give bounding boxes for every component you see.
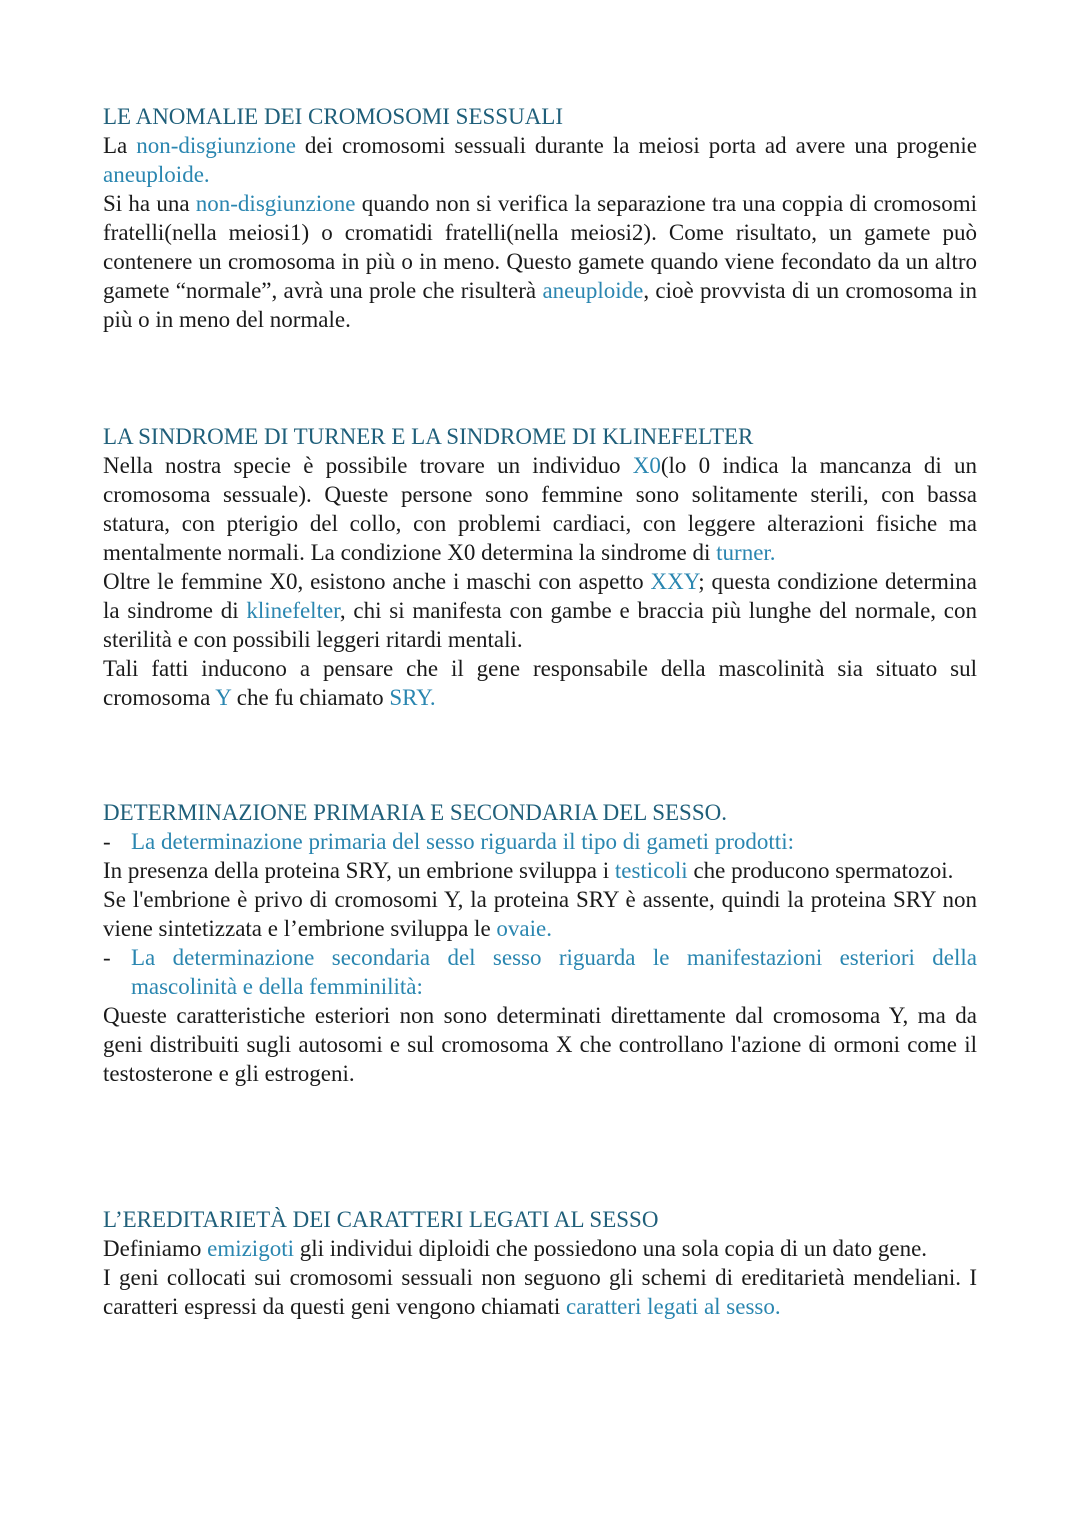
text-run: I geni collocati sui cromosomi sessuali non seguono gli schemi di ereditarietà mendeliani. I caratteri espressi da questi geni vengono chiamati xyxy=(103,1265,977,1319)
highlight-term: non-disgiunzione xyxy=(136,133,296,158)
text-run: , chi si manifesta con gambe e braccia più lunghe del normale, con sterilità e con possibili leggeri ritardi mentali. xyxy=(103,598,977,652)
text-run: , cioè provvista di un cromosoma in più o in meno del normale. xyxy=(103,278,977,332)
paragraph xyxy=(103,1234,977,1263)
paragraph xyxy=(103,654,977,712)
paragraph xyxy=(103,567,977,654)
section-sex-determination xyxy=(103,798,977,1088)
highlight-term: emizigoti xyxy=(207,1236,294,1261)
highlight-term: XXY xyxy=(650,569,699,594)
highlight-term: testicoli xyxy=(614,858,688,883)
text-run: (lo 0 indica la mancanza di un cromosoma sessuale). Queste persone sono femmine sono solitamente sterili, con bassa statura, con pterigio del collo, con problemi cardiaci, con leggere alterazioni fisiche ma mentalmente normali. La condizione X0 determina la sindrome di xyxy=(103,453,977,565)
paragraph xyxy=(103,189,977,334)
bullet-dash: - xyxy=(103,945,111,970)
highlight-term: turner. xyxy=(716,540,776,565)
section-sex-linked-inheritance xyxy=(103,1205,977,1321)
paragraph xyxy=(103,1263,977,1321)
bullet-dash: - xyxy=(103,829,111,854)
section-heading: DETERMINAZIONE PRIMARIA E SECONDARIA DEL SESSO. xyxy=(103,800,727,825)
text-run: gli individui diploidi che possiedono una sola copia di un dato gene. xyxy=(293,1236,928,1261)
highlight-term: X0 xyxy=(632,453,661,478)
highlight-term: caratteri legati al sesso. xyxy=(566,1294,781,1319)
text-run: Oltre le femmine X0, esistono anche i maschi con aspetto xyxy=(103,569,651,594)
section-heading: LA SINDROME DI TURNER E LA SINDROME DI KLINEFELTER xyxy=(103,424,754,449)
highlight-term: klinefelter xyxy=(246,598,340,623)
section-turner-klinefelter xyxy=(103,422,977,712)
text-run: Definiamo xyxy=(103,1236,208,1261)
text-run: dei cromosomi sessuali durante la meiosi porta ad avere una progenie xyxy=(295,133,977,158)
bullet-item xyxy=(103,827,977,856)
text-run: In presenza della proteina SRY, un embrione sviluppa i xyxy=(103,858,615,883)
text-run: Nella nostra specie è possibile trovare un individuo xyxy=(103,453,633,478)
bullet-item xyxy=(103,943,977,1001)
section-heading: LE ANOMALIE DEI CROMOSOMI SESSUALI xyxy=(103,104,564,129)
text-run: che fu chiamato xyxy=(230,685,390,710)
highlight-term: non-disgiunzione xyxy=(195,191,356,216)
text-run: che producono spermatozoi. xyxy=(687,858,954,883)
section-sex-chromosome-anomalies xyxy=(103,102,977,334)
text-run: La xyxy=(103,133,137,158)
paragraph xyxy=(103,856,977,885)
paragraph xyxy=(103,131,977,189)
paragraph xyxy=(103,451,977,567)
highlight-term: SRY. xyxy=(389,685,436,710)
text-run: quando non si verifica la separazione tra una coppia di cromosomi fratelli(nella meiosi1) o cromatidi fratelli(nella meiosi2). Come risultato, un gamete può contenere un cromosoma in più o in meno. Questo gamete quando viene fecondato da un altro gamete “normale”, avrà una prole che risulterà xyxy=(103,191,977,303)
bullet-text: La determinazione secondaria del sesso riguarda le manifestazioni esteriori della mascolinità e della femminilità: xyxy=(131,945,977,999)
highlight-term: Y xyxy=(215,685,231,710)
highlight-term: aneuploide xyxy=(542,278,644,303)
bullet-text: La determinazione primaria del sesso riguarda il tipo di gameti prodotti: xyxy=(131,829,794,854)
text-run: Se l'embrione è privo di cromosomi Y, la proteina SRY è assente, quindi la proteina SRY non viene sintetizzata e l’embrione sviluppa le xyxy=(103,887,977,941)
highlight-term: ovaie. xyxy=(496,916,552,941)
text-run: Tali fatti inducono a pensare che il gene responsabile della mascolinità sia situato sul cromosoma xyxy=(103,656,977,710)
section-heading: L’EREDITARIETÀ DEI CARATTERI LEGATI AL SESSO xyxy=(103,1207,659,1232)
highlight-term: aneuploide. xyxy=(103,162,210,187)
text-run: Si ha una xyxy=(103,191,196,216)
text-run: ; questa condizione determina la sindrome di xyxy=(103,569,978,623)
paragraph xyxy=(103,885,977,943)
paragraph: Queste caratteristiche esteriori non sono determinati direttamente dal cromosoma Y, ma da geni distribuiti sugli autosomi e sul cromosoma X che controllano l'azione di ormoni come il testosterone e gli estrogeni. xyxy=(103,1003,977,1086)
